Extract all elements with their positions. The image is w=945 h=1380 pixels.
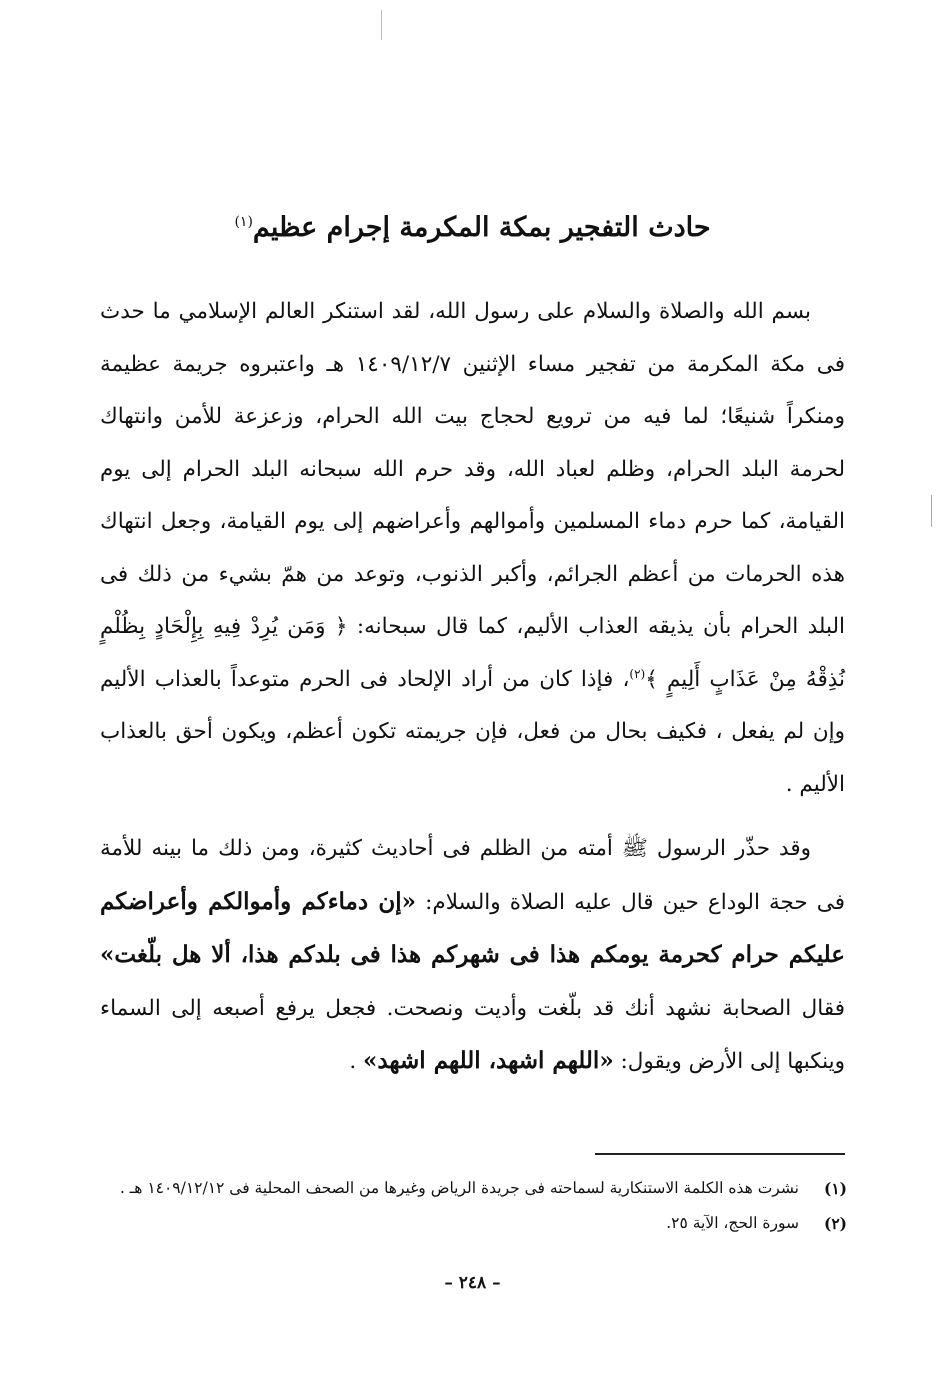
paragraph-text: . [349, 1049, 363, 1074]
footnote-number: (٢) [823, 1214, 847, 1233]
scan-mark [931, 495, 932, 527]
quran-footnote-ref: (٢) [629, 666, 646, 681]
paragraph [100, 286, 845, 811]
paragraph-text: بسم الله والصلاة والسلام على رسول الله، لقد استنكر العالم الإسلامي ما حدث فى مكة المكرمة من تفجير مساء الإثنين ١٤٠٩/١٢/٧ هـ واعتبروه جريمة عظيمة ومنكراً شنيعًا؛ لما فيه من ترويع لحجاج بيت الله الحرام، وزعزعة للأمن وانتهاك لحرمة البلد الحرام، وظلم لعباد الله، وقد حرم الله سبحانه البلد الحرام إلى يوم القيامة، كما حرم دماء المسلمين وأموالهم وأعراضهم إلى يوم القيامة، وجعل انتهاك هذه الحرمات من أعظم الجرائم، وأكبر الذنوب، وتوعد من همّ بشيء من ذلك فى البلد الحرام بأن يذيقه العذاب الأليم، كما قال سبحانه: [100, 299, 846, 639]
hadith-quote: «إن دماءكم وأموالكم وأعراضكم عليكم حرام كحرمة يومكم هذا فى شهركم هذا فى بلدكم هذا، ألا هل بلّغت» [100, 887, 845, 968]
scan-mark [381, 10, 382, 40]
title-footnote-ref: (١) [234, 214, 253, 231]
article-title [100, 200, 845, 250]
title-text: حادث التفجير بمكة المكرمة إجرام عظيم [252, 212, 711, 244]
footnotes [97, 1172, 847, 1242]
footnote [97, 1207, 847, 1240]
quran-verse: ﴿ وَمَن يُرِدْ فِيهِ بِإِلْحَادٍ بِظُلْمٍ نُذِقْهُ مِنْ عَذَابٍ أَلِيمٍ ﴾ [100, 614, 845, 692]
article-body [100, 286, 845, 1089]
paragraph-text: ، فإذا كان من أراد الإلحاد فى الحرم متوعداً بالعذاب الأليم وإن لم يفعل ، فكيف بحال من فعل، فإن جريمته تكون أعظم، ويكون أحق بالعذاب الأليم . [100, 666, 845, 797]
footnote-number: (١) [823, 1179, 847, 1198]
page-number: – ٢٤٨ – [444, 1273, 501, 1293]
footnote-text: سورة الحج، الآية ٢٥. [666, 1214, 799, 1232]
paragraph-text: فقال الصحابة نشهد أنك قد بلّغت وأديت ونصحت. فجعل يرفع أصبعه إلى السماء وينكبها إلى الأرض ويقول: [100, 995, 845, 1074]
footnote-divider [595, 1153, 845, 1155]
footnote-text: نشرت هذه الكلمة الاستنكارية لسماحته فى جريدة الرياض وغيرها من الصحف المحلية فى ١٤٠٩/١٢/١٢ هـ . [119, 1179, 799, 1197]
paragraph-text: وقد حذّر الرسول ﷺ أمته من الظلم فى أحاديث كثيرة، ومن ذلك ما بينه للأمة فى حجة الوداع حين قال عليه الصلاة والسلام: [100, 836, 846, 915]
hadith-quote: «اللهم اشهد، اللهم اشهد» [362, 1047, 614, 1074]
footnote [97, 1172, 847, 1205]
paragraph [100, 823, 845, 1089]
